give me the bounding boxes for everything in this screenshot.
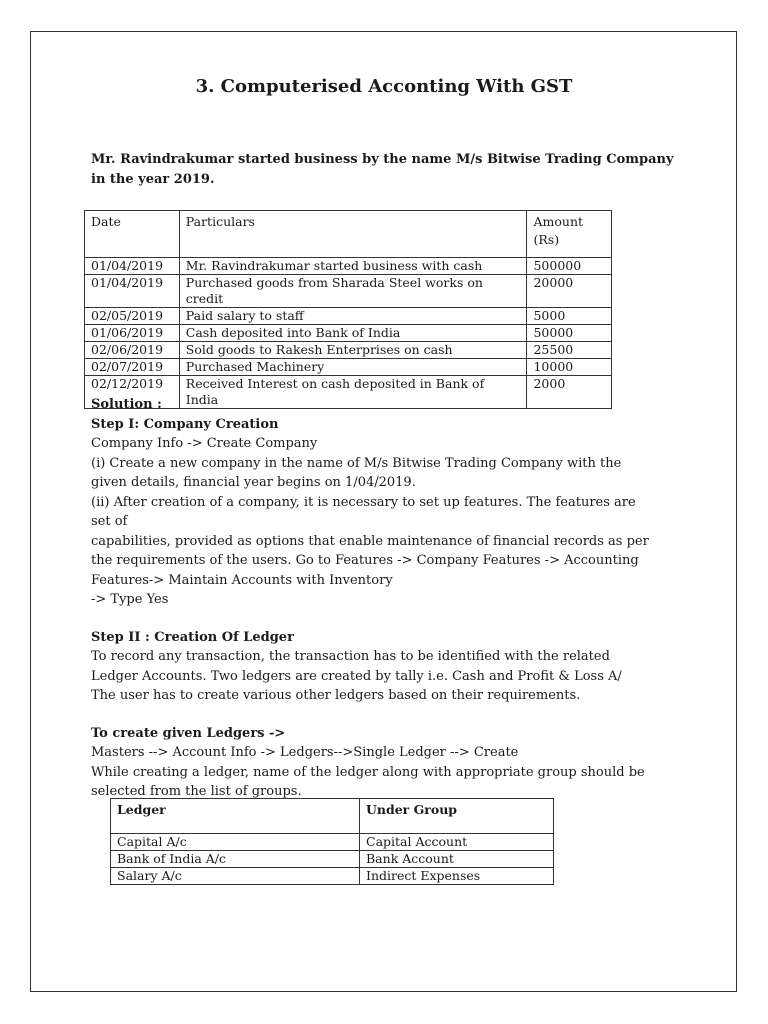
- transactions-table: [84, 210, 612, 409]
- cell-particulars: Cash deposited into Bank of India: [179, 325, 527, 342]
- table-row: [111, 834, 554, 851]
- cell-amount: 2000: [527, 376, 612, 409]
- cell-ledger: Salary A/c: [111, 868, 360, 885]
- cell-amount: 5000: [527, 308, 612, 325]
- cell-group: Indirect Expenses: [360, 868, 554, 885]
- intro-paragraph: Mr. Ravindrakumar started business by the name M/s Bitwise Trading Company in the year 2019.: [91, 152, 674, 187]
- step2-line: To record any transaction, the transaction has to be identified with the related: [91, 649, 610, 664]
- cell-particulars: Purchased Machinery: [179, 359, 527, 376]
- cell-date: 02/12/2019: [85, 376, 180, 409]
- step1-heading: Step I: Company Creation: [91, 416, 279, 432]
- step2-line: Ledger Accounts. Two ledgers are created by tally i.e. Cash and Profit & Loss A/: [91, 668, 622, 684]
- header-amount: Amount (Rs): [527, 211, 612, 258]
- table-row: [85, 359, 612, 376]
- table-row: [85, 325, 612, 342]
- ledger-table: [110, 798, 554, 885]
- cell-date: 02/05/2019: [85, 308, 180, 325]
- table-row: [85, 342, 612, 359]
- step1-line: Company Info -> Create Company: [91, 436, 318, 451]
- table-row: [85, 275, 612, 308]
- header-ledger: Ledger: [111, 799, 360, 834]
- cell-amount: 10000: [527, 359, 612, 376]
- cell-group: Bank Account: [360, 851, 554, 868]
- cell-date: 02/06/2019: [85, 342, 180, 359]
- cell-amount: 25500: [527, 342, 612, 359]
- table-row: [111, 868, 554, 885]
- cell-amount: 500000: [527, 258, 612, 275]
- cell-particulars: Mr. Ravindrakumar started business with cash: [179, 258, 527, 275]
- page-title: 3. Computerised Acconting With GST: [195, 76, 573, 97]
- header-date: Date: [85, 211, 180, 258]
- step2-line: The user has to create various other ledgers based on their requirements.: [91, 688, 581, 703]
- step1-line: (ii) After creation of a company, it is necessary to set up features. The features are set of: [91, 494, 636, 529]
- cell-particulars: Paid salary to staff: [179, 308, 527, 325]
- solution-heading: Solution :: [91, 397, 162, 412]
- ledgers-line: While creating a ledger, name of the ledger along with appropriate group should be: [91, 764, 645, 780]
- step1-line: the requirements of the users. Go to Features -> Company Features -> Accounting: [91, 553, 639, 568]
- ledgers-heading: To create given Ledgers ->: [91, 725, 286, 741]
- table-header-row: [111, 799, 554, 834]
- table-header-row: [85, 211, 612, 258]
- cell-group: Capital Account: [360, 834, 554, 851]
- cell-amount: 20000: [527, 275, 612, 308]
- table-row: [85, 308, 612, 325]
- cell-date: 01/06/2019: [85, 325, 180, 342]
- cell-amount: 50000: [527, 325, 612, 342]
- table-row: [111, 851, 554, 868]
- cell-date: 01/04/2019: [85, 258, 180, 275]
- step2-heading: Step II : Creation Of Ledger: [91, 629, 294, 645]
- ledgers-line: selected from the list of groups.: [91, 784, 302, 799]
- solution-section: [91, 395, 651, 802]
- header-particulars: Particulars: [179, 211, 527, 258]
- step1-line: Features-> Maintain Accounts with Inventory: [91, 572, 393, 588]
- cell-particulars: Purchased goods from Sharada Steel works on credit: [179, 275, 527, 308]
- step1-line: capabilities, provided as options that enable maintenance of financial records as per: [91, 533, 649, 549]
- cell-particulars: Received Interest on cash deposited in Bank of India: [179, 376, 527, 409]
- ledgers-line: Masters --> Account Info -> Ledgers-->Single Ledger --> Create: [91, 745, 519, 760]
- cell-ledger: Bank of India A/c: [111, 851, 360, 868]
- cell-date: 02/07/2019: [85, 359, 180, 376]
- step1-line: -> Type Yes: [91, 592, 169, 607]
- cell-particulars: Sold goods to Rakesh Enterprises on cash: [179, 342, 527, 359]
- cell-date: 01/04/2019: [85, 275, 180, 308]
- step1-line: given details, financial year begins on 1/04/2019.: [91, 475, 416, 490]
- header-under-group: Under Group: [360, 799, 554, 834]
- table-row: [85, 258, 612, 275]
- cell-ledger: Capital A/c: [111, 834, 360, 851]
- step1-line: (i) Create a new company in the name of M/s Bitwise Trading Company with the: [91, 455, 622, 471]
